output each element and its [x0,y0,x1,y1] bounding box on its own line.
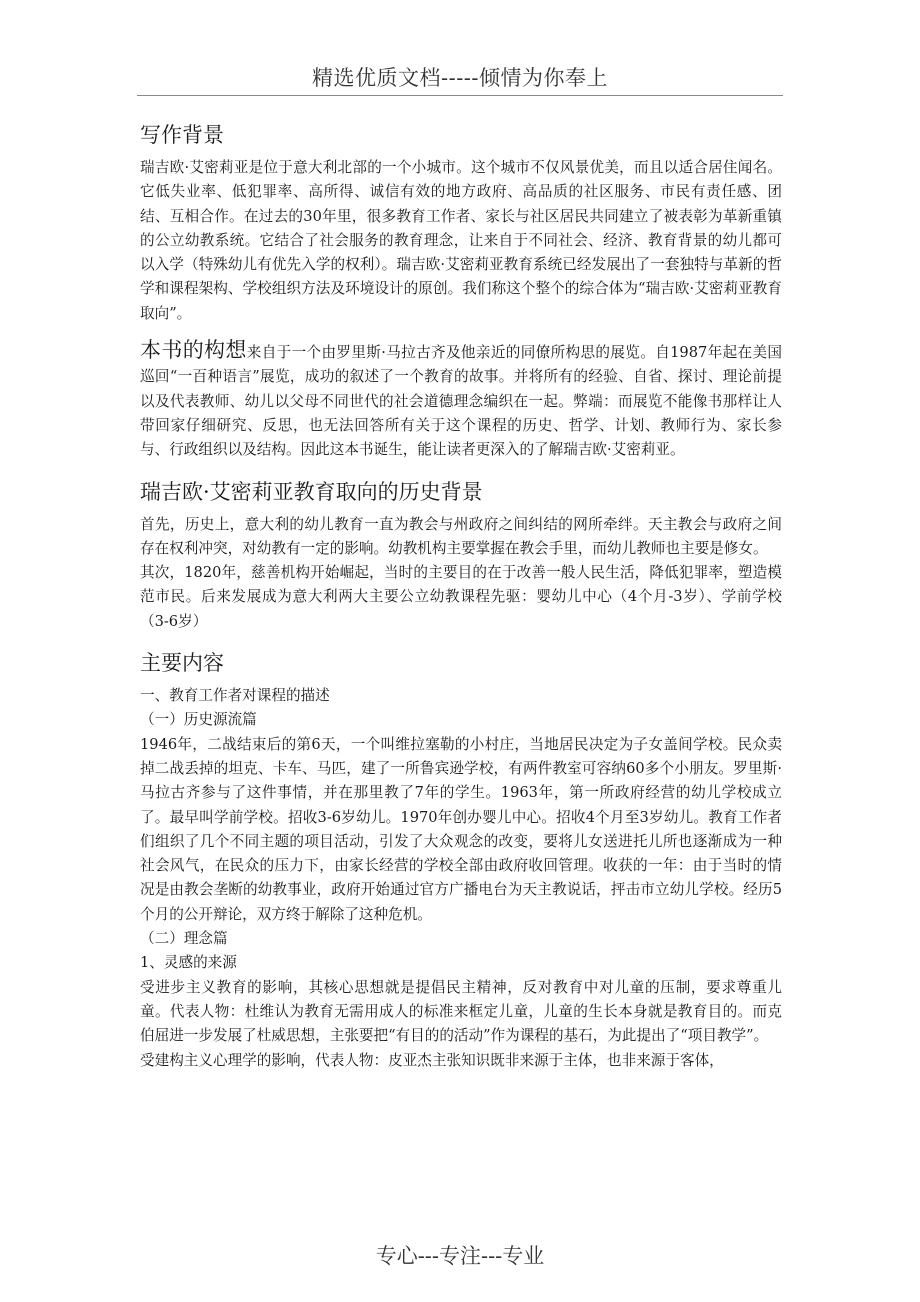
paragraph-history-origin: 1946年，二战结束后的第6天，一个叫维拉塞勒的小村庄，当地居民决定为子女盖间学校。民众卖掉二战丢掉的坦克、卡车、马匹，建了一所鲁宾逊学校，有两件教室可容纳60多个小朋友。罗里斯·马拉古齐参与了这件事情，并在那里教了7年的学生。1963年，第一所政府经营的幼儿学校成立了。最早叫学前学校。招收3-6岁幼儿。1970年创办婴儿中心。招收4个月至3岁幼儿。教育工作者们组织了几个不同主题的项目活动，引发了大众观念的改变，要将儿女送进托儿所也逐渐成为一种社会风气，在民众的压力下，由家长经营的学校全部由政府收回管理。收获的一年：由于当时的情况是由教会垄断的幼教事业，政府开始通过官方广播电台为天主教说话，抨击市立幼儿学校。经历5个月的公开辩论，双方终于解除了这种危机。 [140,735,782,923]
heading-level-3-inspiration: 1、灵感的来源 [140,954,237,972]
header-divider [137,95,783,96]
section-title-history: 瑞吉欧·艾密莉亚教育取向的历史背景 [140,479,483,504]
paragraph-constructivism: 受建构主义心理学的影响，代表人物：皮亚杰主张知识既非来源于主体，也非来源于客体， [140,1051,724,1069]
section-title-writing-background: 写作背景 [140,123,224,147]
heading-level-1: 一、教育工作者对课程的描述 [140,687,330,705]
paragraph-book-concept [140,338,782,462]
document-body [140,118,782,1073]
page-header: 精选优质文档-----倾情为你奉上 [312,66,608,90]
paragraph-history-1: 首先，历史上，意大利的幼儿教育一直为教会与州政府之间纠结的网所牵绊。天主教会与政府之间存在权利冲突，对幼教有一定的影响。幼教机构主要掌握在教会手里，而幼儿教师也主要是修女。 [140,515,782,557]
paragraph-history-2: 其次，1820年，慈善机构开始崛起，当时的主要目的在于改善一般人民生活，降低犯罪率，塑造模范市民。后来发展成为意大利两大主要公立幼教课程先驱：婴幼儿中心（4个月-3岁）、学前学校（3-6岁） [140,564,782,630]
paragraph-writing-background: 瑞吉欧·艾密莉亚是位于意大利北部的一个小城市。这个城市不仅风景优美，而且以适合居住闻名。它低失业率、低犯罪率、高所得、诚信有效的地方政府、高品质的社区服务、市民有责任感、团结、互相合作。在过去的30年里，很多教育工作者、家长与社区居民共同建立了被表彰为革新重镇的公立幼教系统。它结合了社会服务的教育理念，让来自于不同社会、经济、教育背景的幼儿都可以入学（特殊幼儿有优先入学的权利）。瑞吉欧·艾密莉亚教育系统已经发展出了一套独特与革新的哲学和课程架构、学校组织方法及环境设计的原创。我们称这个整个的综合体为“瑞吉欧·艾密莉亚教育取向”。 [140,159,782,322]
text-book-concept: 来自于一个由罗里斯·马拉古齐及他亲近的同僚所构思的展览。自1987年起在美国巡回“一百种语言”展览，成功的叙述了一个教育的故事。并将所有的经验、自省、探讨、理论前提以及代表教师、幼儿以父母不同世代的社会道德理念编织在一起。弊端：而展览不能像书那样让人带回家仔细研究、反思，也无法回答所有关于这个课程的历史、哲学、计划、教师行为、家长参与、行政组织以及结构。因此这本书诞生，能让读者更深入的了解瑞吉欧·艾密莉亚。 [140,344,782,459]
paragraph-progressivism: 受进步主义教育的影响，其核心思想就是提倡民主精神，反对教育中对儿童的压制，要求尊重儿童。代表人物：杜维认为教育无需用成人的标准来框定儿童，儿童的生长本身就是教育目的。而克伯屈进一步发展了杜威思想，主张要把“有目的的活动”作为课程的基石，为此提出了“项目教学”。 [140,978,782,1045]
lead-book-concept: 本书的构想 [140,338,247,363]
heading-level-2-history: （一）历史源流篇 [140,711,257,729]
section-title-main-content: 主要内容 [140,651,224,676]
heading-level-2-philosophy: （二）理念篇 [140,930,228,948]
page-footer: 专心---专注---专业 [375,1244,545,1268]
